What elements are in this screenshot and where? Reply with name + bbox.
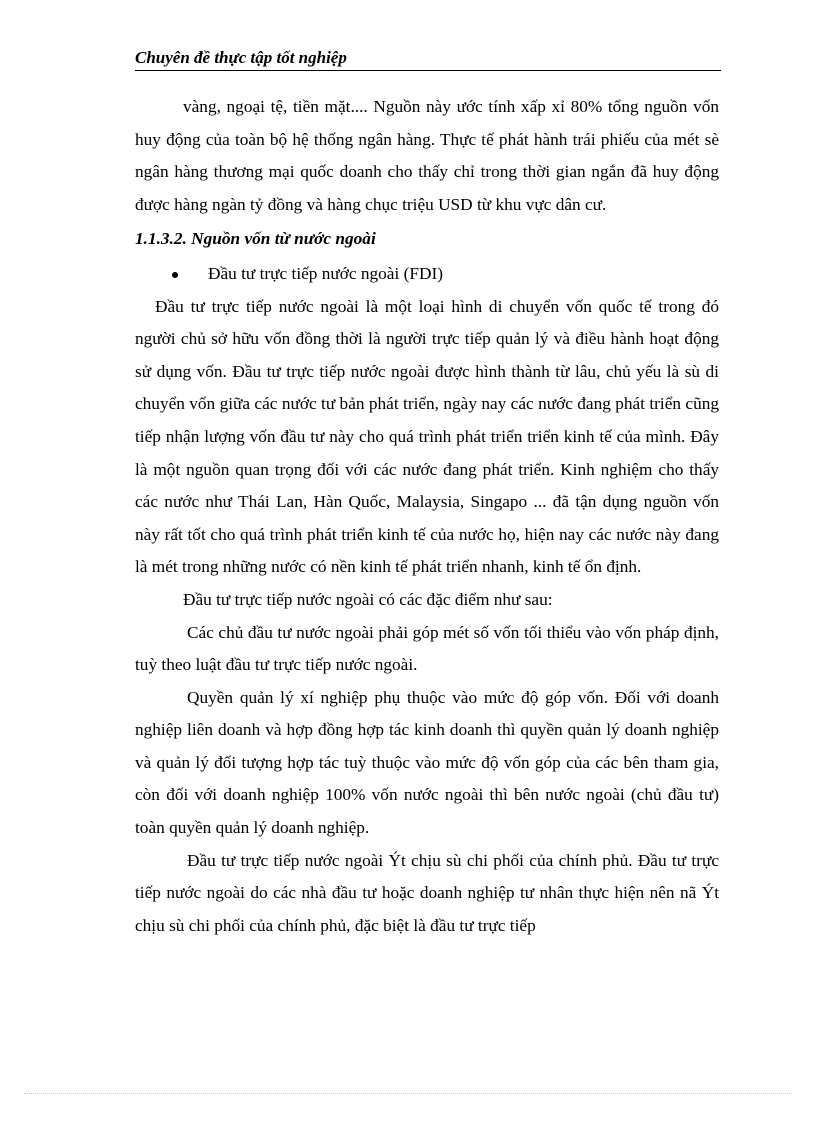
header-title: Chuyên đề thực tập tốt nghiệp [135, 48, 347, 67]
paragraph-1: vàng, ngoại tệ, tiền mặt.... Nguồn này ước tính xấp xỉ 80% tổng nguồn vốn huy động của toàn bộ hệ thống ngân hàng. Thực tế phát hành trái phiếu của mét sè ngân hàng thương mại quốc doanh cho thấy chỉ trong thời gian ngắn đã huy động được hàng ngàn tỷ đồng và hàng chục triệu USD từ khu vực dân cư. [135, 97, 719, 214]
document-body [135, 91, 719, 942]
bullet-dot-icon [172, 272, 178, 278]
bullet-text: Đầu tư trực tiếp nước ngoài (FDI) [208, 263, 443, 283]
paragraph-4: Các chủ đầu tư nước ngoài phải góp mét số vốn tối thiểu vào vốn pháp định, tuỳ theo luật đầu tư trực tiếp nước ngoài. [135, 622, 719, 675]
paragraph-3: Đầu tư trực tiếp nước ngoài có các đặc điểm như sau: [183, 589, 553, 609]
paragraph-6: Đầu tư trực tiếp nước ngoài Ýt chịu sù chi phối của chính phủ. Đầu tư trực tiếp nước ngoài do các nhà đầu tư hoặc doanh nghiệp tư nhân thực hiện nên nã Ýt chịu sù chi phối của chính phủ, đặc biệt là đầu tư trực tiếp [135, 850, 719, 935]
bullet-item [135, 258, 719, 291]
footer-divider [24, 1093, 792, 1094]
paragraph-2: Đầu tư trực tiếp nước ngoài là một loại hình di chuyển vốn quốc tế trong đó người chủ sở hữu vốn đồng thời là người trực tiếp quản lý và điều hành hoạt động sử dụng vốn. Đầu tư trực tiếp nước ngoài được hình thành từ lâu, chủ yếu là sù di chuyển vốn giữa các nước tư bản phát triển, ngày nay các nước đang phát triển cũng tiếp nhận lượng vốn đầu tư này cho quá trình phát triển triển kinh tế của mình. Đây là một nguồn quan trọng đối với các nước đang phát triển. Kinh nghiệm cho thấy các nước như Thái Lan, Hàn Quốc, Malaysia, Singapo ... đã tận dụng nguồn vốn này rất tốt cho quá trình phát triển kinh tế của nước họ, hiện nay các nước này đang là mét trong những nước có nền kinh tế phát triển nhanh, kinh tế ổn định. [135, 296, 719, 577]
paragraph-5: Quyền quản lý xí nghiệp phụ thuộc vào mức độ góp vốn. Đối với doanh nghiệp liên doanh và hợp đồng hợp tác kinh doanh thì quyền quản lý doanh nghiệp và quản lý đối tượng hợp tác tuỳ thuộc vào mức độ vốn góp của các bên tham gia, còn đối với doanh nghiệp 100% vốn nước ngoài thì bên nước ngoài (chủ đầu tư) toàn quyền quản lý doanh nghiệp. [135, 687, 719, 838]
section-heading: 1.1.3.2. Nguồn vốn từ nước ngoài [135, 229, 376, 249]
page-header [135, 46, 721, 71]
